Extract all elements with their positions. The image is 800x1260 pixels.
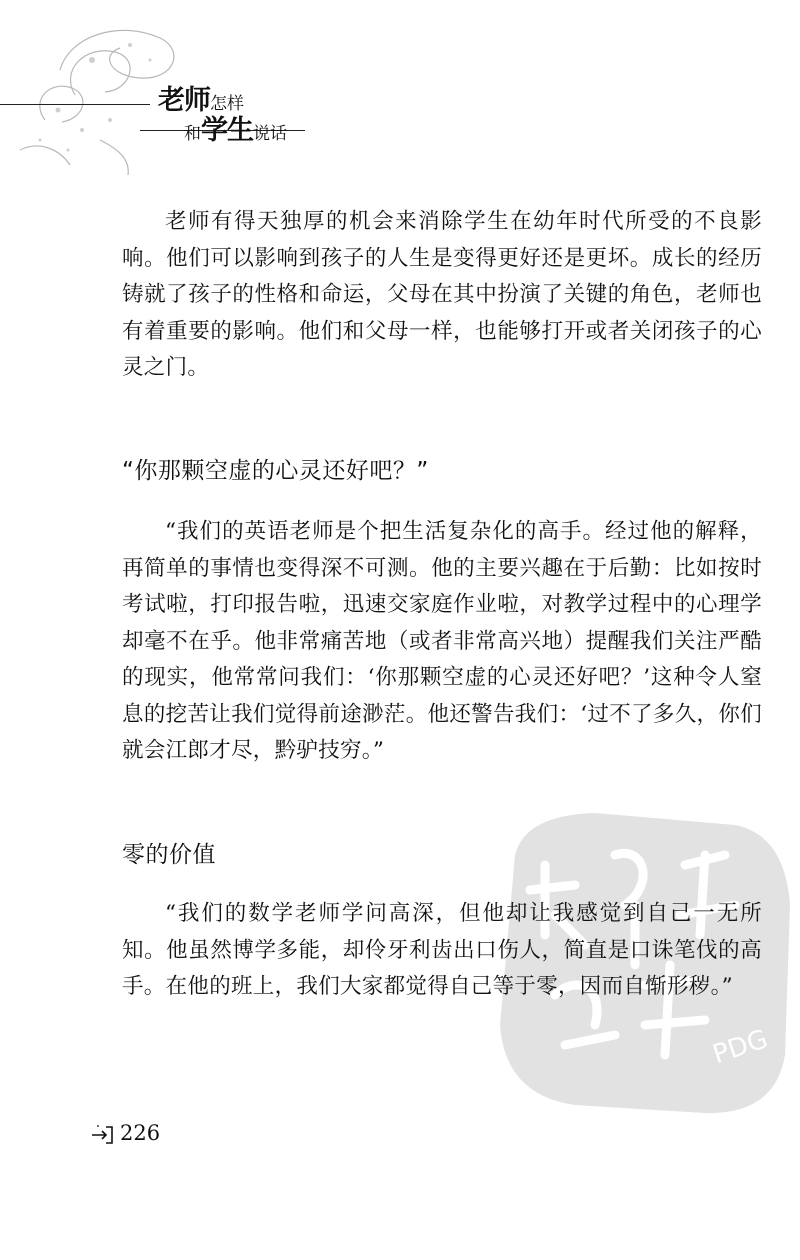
header-rule-upper	[0, 104, 150, 105]
page-arrow-icon	[90, 1123, 114, 1147]
header-text-talk: 说话	[253, 124, 287, 144]
section-heading-empty-soul: “你那颗空虚的心灵还好吧？”	[122, 458, 429, 484]
running-header	[150, 78, 350, 148]
section-heading-value-of-zero: 零的价值	[122, 842, 216, 868]
header-text-teacher: 老师	[158, 85, 210, 116]
watermark-label: PDG	[709, 1024, 772, 1071]
header-text-student: 学生	[201, 115, 253, 146]
page-number: 226	[120, 1121, 161, 1145]
section-paragraph-english-teacher: “我们的英语老师是个把生活复杂化的高手。经过他的解释，再简单的事情也变得深不可测。他的主要兴趣在于后勤：比如按时考试啦，打印报告啦，迅速交家庭作业啦，对教学过程中的心理学却毫不在乎。他非常痛苦地（或者非常高兴地）提醒我们关注严酷的现实，他常常问我们：‘你那颗空虚的心灵还好吧？’这种令人窒息的挖苦让我们觉得前途渺茫。他还警告我们：‘过不了多久，你们就会江郎才尽，黔驴技穷。”	[122, 519, 762, 763]
section-paragraph-math-teacher: “我们的数学老师学问高深，但他却让我感觉到自己一无所知。他虽然博学多能，却伶牙利齿出口伤人，简直是口诛笔伐的高手。在他的班上，我们大家都觉得自己等于零，因而自惭形秽。”	[122, 901, 762, 999]
header-text-how: 怎样	[210, 94, 244, 114]
header-text-and: 和	[184, 124, 201, 144]
running-header-line2	[184, 108, 287, 147]
intro-paragraph: 老师有得天独厚的机会来消除学生在幼年时代所受的不良影响。他们可以影响到孩子的人生是变得更好还是更坏。成长的经历铸就了孩子的性格和命运，父母在其中扮演了关键的角色，老师也有着重要的影响。他们和父母一样，也能够打开或者关闭孩子的心灵之门。	[122, 209, 762, 380]
